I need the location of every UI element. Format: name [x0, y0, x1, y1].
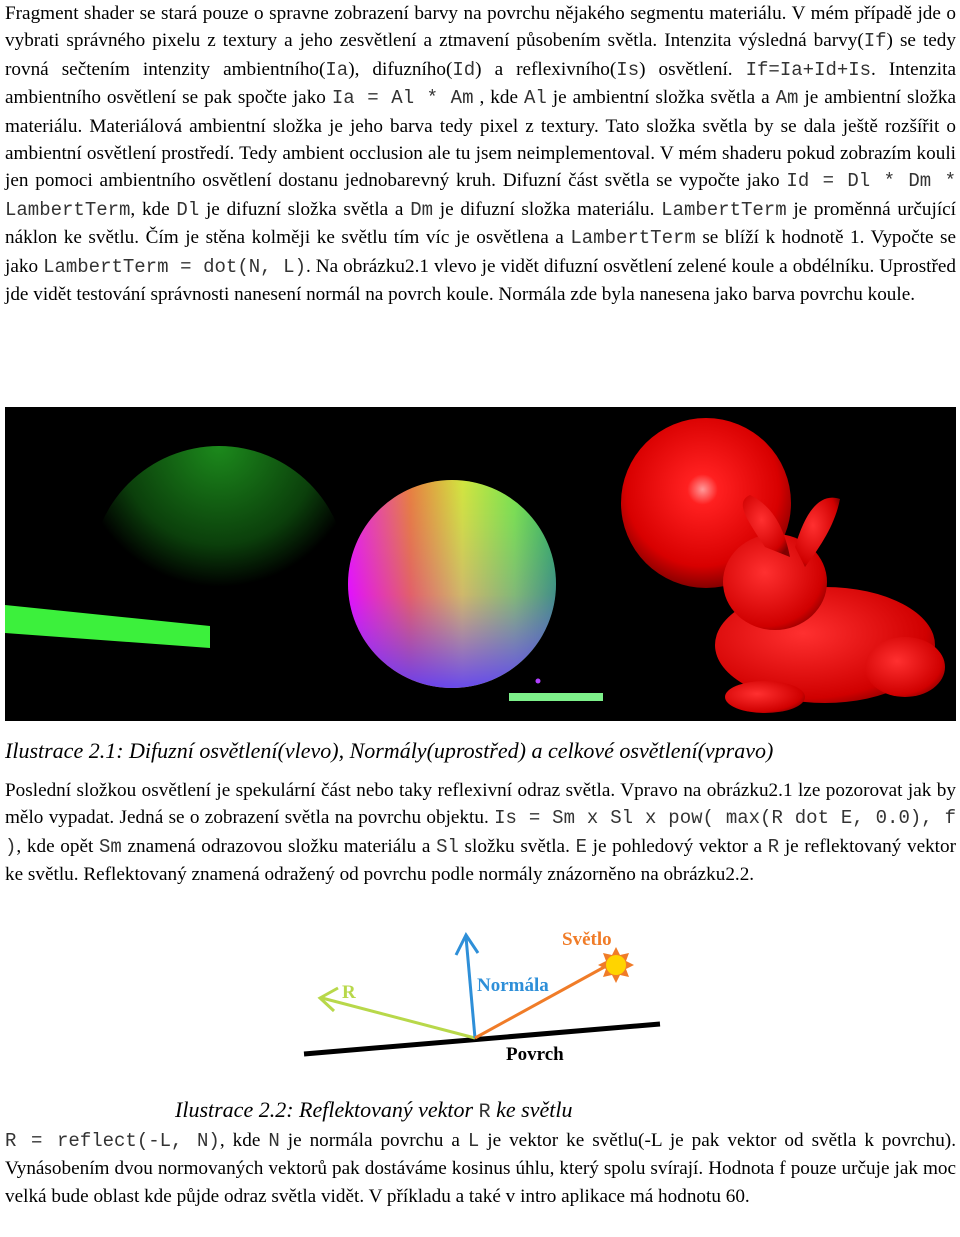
paragraph-reflect [5, 1127, 956, 1210]
surface-line [304, 1024, 660, 1054]
normals-sphere [348, 480, 556, 688]
code: LambertTerm = dot(N, L) [43, 255, 306, 278]
code: R = reflect(-L, N) [5, 1130, 220, 1152]
code: R [478, 1101, 491, 1124]
code: Sm [98, 835, 122, 858]
figure-caption-2-1: Ilustrace 2.1: Difuzní osvětlení(vlevo), Normály(uprostřed) a celkové osvětlení(vpravo) [5, 738, 774, 763]
code: LambertTerm [661, 198, 787, 221]
text: ), difuzního( [348, 58, 453, 80]
text: je proměnná určující náklon ke světlu. Čím je stěna kolměji ke světlu tím víc je osvětlena a [5, 198, 956, 249]
label-normal: Normála [477, 975, 549, 996]
label-light: Světlo [562, 929, 612, 950]
text: ke světlu [490, 1097, 573, 1122]
text: znamená odrazovou složku materiálu a [121, 835, 437, 857]
text: , kde [130, 198, 177, 220]
code: Id = Dl * Dm * LambertTerm [5, 170, 956, 221]
code: Is = Sm x Sl x pow( max(R dot E, 0.0), f ) [5, 807, 956, 858]
sun-icon [598, 947, 634, 983]
figure-caption-2-2 [175, 1097, 572, 1124]
code: Sl [436, 835, 459, 858]
text: složku světla. [458, 835, 576, 857]
normal-vector [456, 935, 478, 1038]
text: ) se tedy rovná sečtením intenzity ambientního( [5, 30, 956, 80]
text: . Na obrázku2.1 vlevo je vidět difuzní osvětlení zelené koule a obdélníku. Uprostřed jde vidět testování správnosti nanesení normál na povrch koule. Normála zde byla nanesena jako barva povrchu koule. [5, 255, 956, 306]
label-surface: Povrch [506, 1044, 564, 1065]
code: LambertTerm [570, 227, 696, 250]
text: Ilustrace 2.2: Reflektovaný vektor [175, 1097, 479, 1122]
code: Al [523, 87, 547, 110]
text: ) a reflexivního( [475, 58, 617, 80]
text: je difuzní složka materiálu. [433, 198, 662, 220]
code: Dl [176, 198, 200, 221]
reflection-diagram [290, 925, 670, 1070]
text: , kde [473, 87, 524, 109]
text: Fragment shader se stará pouze o spravne zobrazení barvy na povrchu nějakého segmentu materiálu. V mém případě jde o vybrati správného pixelu z textury a jeho zesvětlení a ztmavení působením světla. Intenzita výsledná barvy( [5, 3, 956, 52]
code: N [268, 1130, 280, 1152]
code: Id [452, 58, 476, 81]
code: If=Ia+Id+Is [745, 58, 872, 81]
text: je reflektovaný vektor ke světlu. Reflektovaný znamená odražený od povrchu podle normály znázorněno na obrázku2.2. [5, 835, 956, 886]
text: je ambientní složka světla a [546, 87, 776, 109]
text: . Intenzita ambientního osvětlení se pak spočte jako [5, 58, 956, 109]
code: L [467, 1130, 480, 1152]
paragraph-specular [5, 777, 956, 889]
text: , kde [219, 1130, 269, 1151]
text: ) osvětlení. [639, 58, 746, 80]
text: je difuzní složka světla a [199, 198, 411, 220]
paragraph-fragment-shader [5, 0, 956, 308]
code: If [863, 30, 887, 53]
lighting-render-image [5, 407, 956, 721]
green-sphere [91, 446, 347, 702]
text: je ambientní složka materiálu. Materiálová ambientní složka je jeho barva tedy pixel z textury. Tato složka světla by se dala ještě rozšířit o ambientní osvětlení prostředí. Tedy ambient occlusion ale tu jsem neimplementoval. V mém shaderu pokud zobrazím kouli jen pomoci ambientního osvětlení dostanu jednobarevný kruh. Difuzní část světla se vypočte jako [5, 87, 957, 192]
text: je vektor ke světlu(-L je pak vektor od světla k povrchu). Vynásobením dvou normovaných vektorů pak dostáváme kosinus úhlu, který spolu svírají. Hodnota f pouze určuje jak moc velká bude oblast kde půjde odraz světla vidět. V příkladu a také v intro aplikace má hodnotu 60. [5, 1130, 956, 1207]
code: Dm [410, 198, 433, 221]
code: Ia [325, 58, 349, 81]
text: je pohledový vektor a [586, 835, 768, 857]
code: Is [616, 58, 640, 81]
label-r: R [342, 982, 356, 1003]
code: E [575, 835, 587, 858]
normals-bar [509, 693, 603, 701]
code: Am [775, 87, 799, 110]
text: je normála povrchu a [279, 1130, 468, 1151]
text: Poslední složkou osvětlení je spekulární část nebo taky reflexivní odraz světla. Vpravo na obrázku2.1 lze pozorovat jak by mělo vypadat. Jedná se o zobrazení světla na povrchu objektu. [5, 780, 956, 829]
code: Ia = Al * Am [331, 87, 474, 110]
text: , kde opět [16, 835, 99, 857]
code: R [767, 835, 780, 858]
text: se blíží k hodnotě 1. Vypočte se jako [5, 227, 957, 277]
